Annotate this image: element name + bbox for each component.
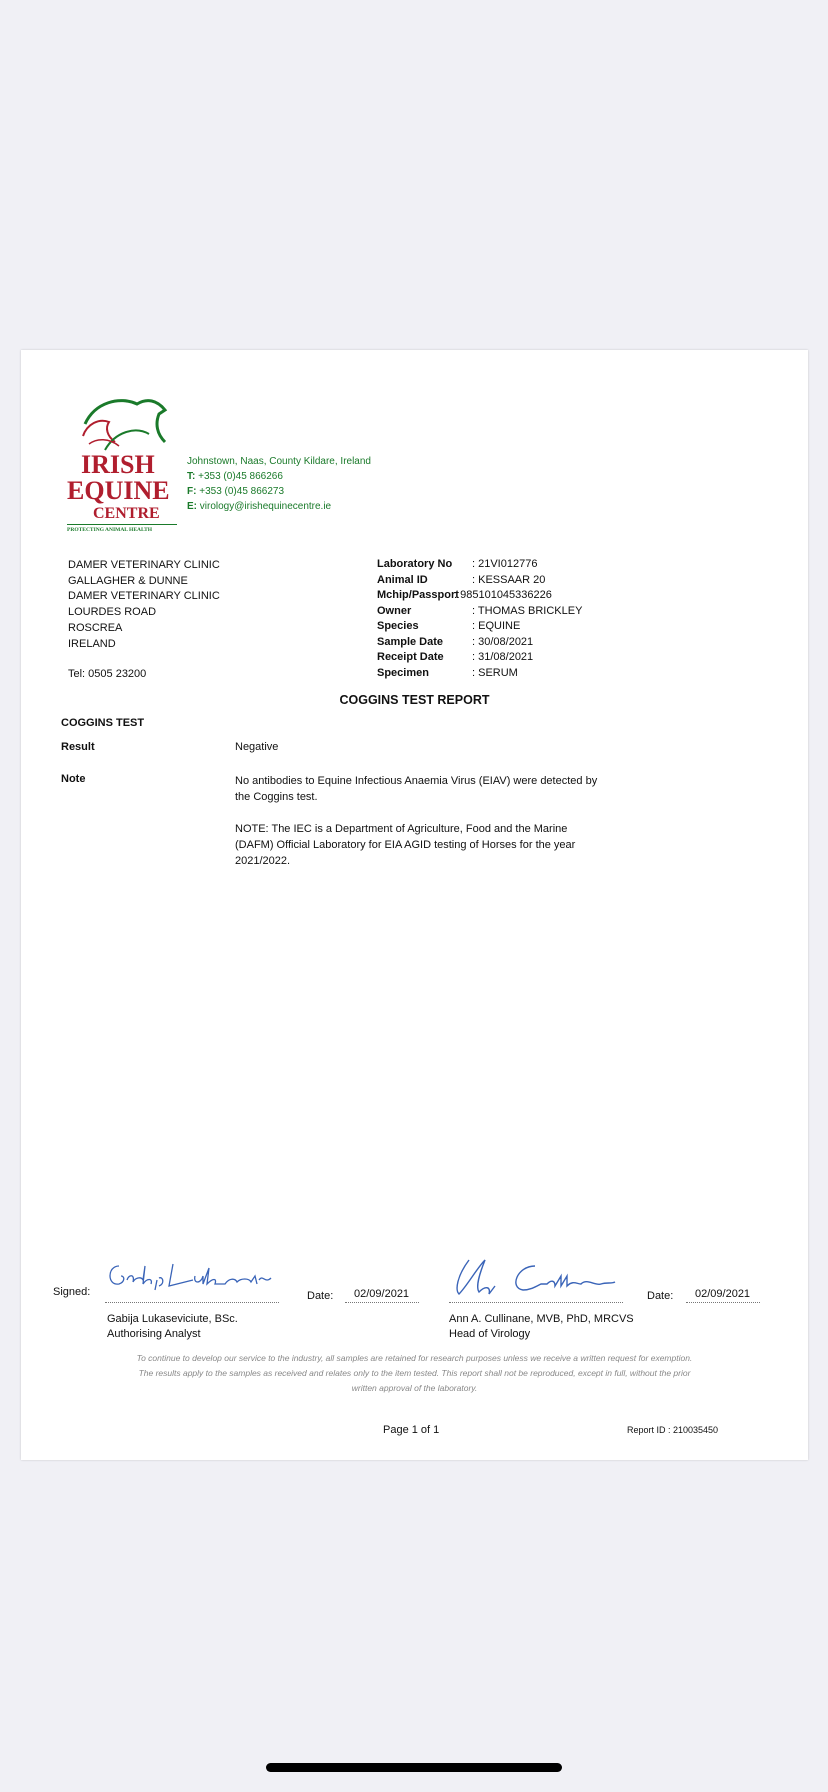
owner-value: : THOMAS BRICKLEY	[472, 604, 583, 617]
mchip-label: Mchip/Passport	[377, 589, 459, 601]
logo-irish: IRISH	[81, 450, 155, 479]
species-label: Species	[377, 620, 419, 632]
sample-date-value: : 30/08/2021	[472, 635, 534, 648]
signed-label: Signed:	[53, 1286, 91, 1298]
sample-date-label: Sample Date	[377, 635, 444, 648]
lab-fax: +353 (0)45 866273	[199, 486, 285, 497]
logo-equine: EQUINE	[67, 476, 170, 505]
right-date-line	[686, 1302, 760, 1303]
client-line: ROSCREA	[68, 621, 123, 634]
receipt-date-value: : 31/08/2021	[472, 651, 534, 663]
left-date-line	[345, 1302, 419, 1303]
right-date-label: Date:	[647, 1290, 674, 1302]
client-address	[68, 558, 220, 683]
animal-id-value: : KESSAAR 20	[472, 573, 546, 586]
notice-line: NOTE: The IEC is a Department of Agriculture, Food and the Marine	[235, 823, 568, 835]
receipt-date-label: Receipt Date	[377, 651, 444, 663]
report-id: Report ID : 210035450	[627, 1425, 719, 1435]
logo-underline	[67, 524, 177, 525]
disclaimer-line: written approval of the laboratory.	[351, 1383, 478, 1393]
right-signatory	[449, 1312, 634, 1342]
lab-email: virology@irishequinecentre.ie	[199, 501, 332, 512]
notice-line: (DAFM) Official Laboratory for EIA AGID testing of Horses for the year	[235, 839, 576, 851]
result-value: Negative	[235, 741, 279, 753]
species-value: : EQUINE	[472, 620, 521, 632]
page-number: Page 1 of 1	[383, 1424, 440, 1436]
note-line: No antibodies to Equine Infectious Anaemia Virus (EIAV) were detected by	[235, 775, 598, 787]
section-heading: COGGINS TEST	[61, 717, 145, 729]
specimen-label: Specimen	[377, 666, 429, 679]
disclaimer-line: The results apply to the samples as received and relates only to the item tested. This report shall not be reproduced, except in full, without the prior	[138, 1368, 691, 1378]
report-document	[21, 350, 808, 1460]
notice-line: 2021/2022.	[235, 855, 291, 867]
client-tel: Tel: 0505 23200	[68, 668, 147, 681]
client-line: DAMER VETERINARY CLINIC	[68, 590, 220, 603]
left-signature-line	[105, 1302, 279, 1303]
right-signature	[451, 1256, 621, 1300]
specimen-value: : SERUM	[472, 666, 518, 679]
left-date-label: Date:	[307, 1290, 334, 1302]
sample-details	[377, 558, 637, 688]
left-signatory	[107, 1312, 238, 1342]
horse-head-icon	[75, 394, 175, 454]
left-signatory-role: Authorising Analyst	[107, 1328, 201, 1340]
left-date: 02/09/2021	[354, 1288, 410, 1300]
fax-label: F:	[187, 486, 197, 497]
lab-no-label: Laboratory No	[377, 558, 453, 570]
phone-label: T:	[187, 471, 196, 482]
right-signatory-role: Head of Virology	[449, 1328, 531, 1340]
result-label: Result	[61, 741, 95, 753]
iec-logo	[67, 394, 182, 533]
right-date: 02/09/2021	[695, 1288, 751, 1300]
email-label: E:	[187, 501, 197, 512]
note-label: Note	[61, 773, 86, 785]
client-line: DAMER VETERINARY CLINIC	[68, 559, 220, 571]
animal-id-label: Animal ID	[377, 573, 428, 586]
note-line: the Coggins test.	[235, 791, 318, 803]
owner-label: Owner	[377, 604, 412, 617]
report-title: COGGINS TEST REPORT	[339, 693, 490, 707]
lab-phone: +353 (0)45 866266	[198, 471, 283, 482]
left-signature	[105, 1260, 275, 1294]
home-indicator[interactable]	[266, 1763, 562, 1772]
mchip-value: : 985101045336226	[454, 589, 552, 601]
client-line: GALLAGHER & DUNNE	[68, 574, 188, 587]
logo-tagline: PROTECTING ANIMAL HEALTH	[67, 527, 153, 533]
client-line: IRELAND	[68, 637, 116, 650]
logo-centre: CENTRE	[93, 505, 160, 522]
right-signature-line	[449, 1302, 623, 1303]
lab-address-block	[187, 454, 371, 514]
client-line: LOURDES ROAD	[68, 606, 157, 619]
note-text	[235, 773, 597, 869]
disclaimer-line: To continue to develop our service to the industry, all samples are retained for research purposes unless we receive a written request for exemption.	[136, 1353, 693, 1363]
disclaimer	[41, 1351, 788, 1396]
lab-no-value: : 21VI012776	[472, 558, 538, 570]
left-signatory-name: Gabija Lukaseviciute, BSc.	[107, 1313, 238, 1325]
lab-address: Johnstown, Naas, County Kildare, Ireland	[187, 456, 371, 467]
right-signatory-name: Ann A. Cullinane, MVB, PhD, MRCVS	[449, 1313, 634, 1325]
